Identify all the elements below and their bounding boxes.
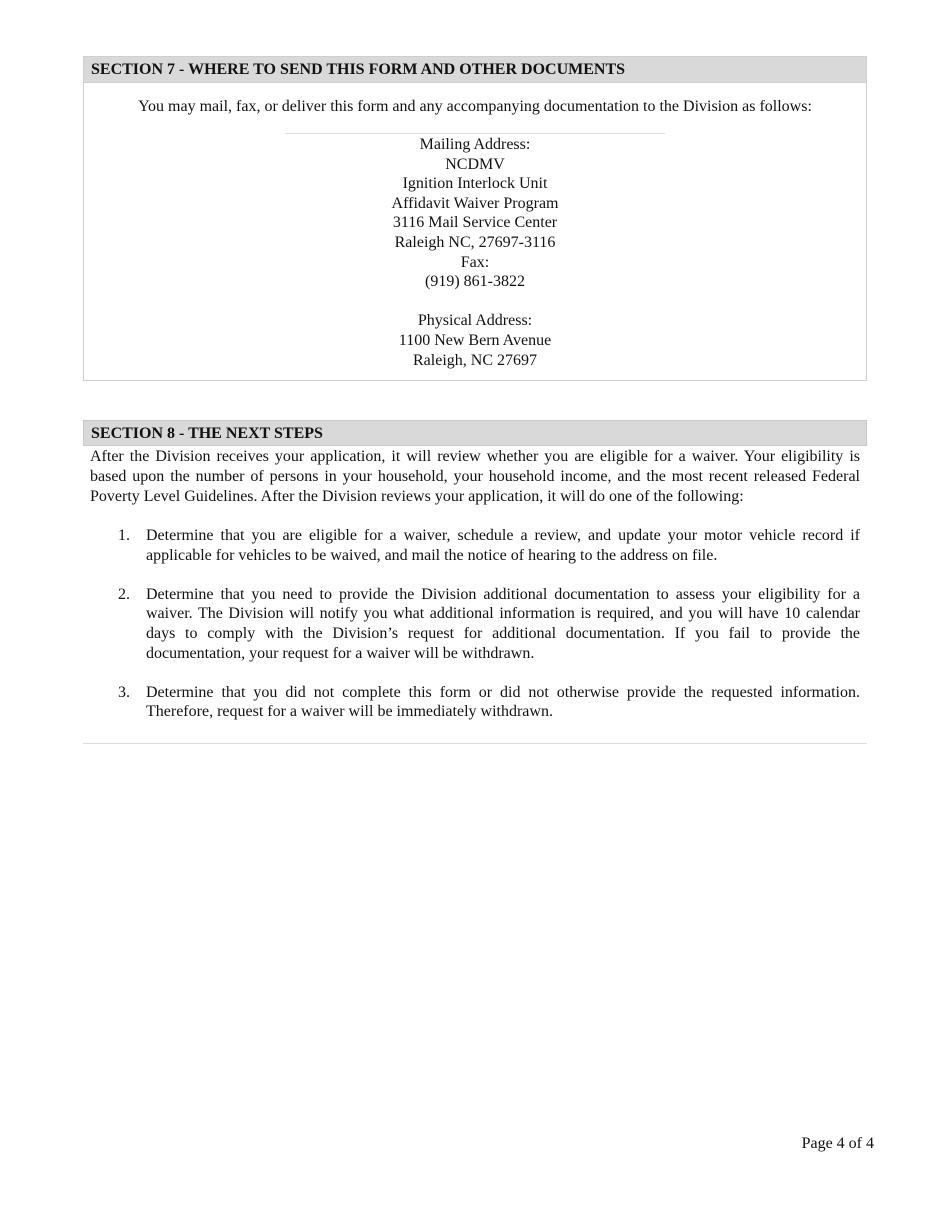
- physical-address-line: Raleigh, NC 27697: [413, 351, 537, 369]
- section-7-title: SECTION 7 - WHERE TO SEND THIS FORM AND OTHER DOCUMENTS: [84, 57, 866, 83]
- address-divider: [285, 133, 665, 134]
- list-item-number: 3.: [118, 683, 130, 701]
- list-item: [83, 526, 860, 565]
- section-7-intro: You may mail, fax, or deliver this form and any accompanying documentation to the Division as follows:: [138, 98, 812, 115]
- fax-label: Fax:: [460, 253, 490, 271]
- fax-number: (919) 861-3822: [425, 273, 525, 291]
- section-8-title: SECTION 8 - THE NEXT STEPS: [83, 420, 867, 446]
- section-8: [83, 420, 867, 744]
- list-item-text: Determine that you are eligible for a waiver, schedule a review, and update your motor vehicle record if applicable for vehicles to be waived, and mail the notice of hearing to the address on file.: [146, 527, 860, 564]
- mailing-address-line: Ignition Interlock Unit: [402, 175, 548, 193]
- list-item-text: Determine that you need to provide the Division additional documentation to assess your eligibility for a waiver. The Division will notify you what additional information is required, and you will have 10 calendar days to comply with the Division’s request for additional documentation. If you fail to provide the documentation, your request for a waiver will be withdrawn.: [146, 585, 860, 662]
- address-block: [84, 135, 866, 370]
- physical-address-line: 1100 New Bern Avenue: [398, 331, 552, 349]
- list-item: [83, 585, 860, 663]
- page-number: Page 4 of 4: [801, 1135, 874, 1152]
- list-item-number: 1.: [118, 527, 130, 544]
- list-item-text: Determine that you did not complete this form or did not otherwise provide the requested information. Therefore, request for a waiver will be immediately withdrawn.: [146, 683, 860, 721]
- list-item-number: 2.: [118, 585, 130, 603]
- section-8-intro: After the Division receives your application, it will review whether you are eligible for a waiver. Your eligibility is based upon the number of persons in your household, your household income, and the most recent released Federal Poverty Level Guidelines. After the Division reviews your application, it will do one of the following:: [90, 448, 860, 505]
- section-7: [83, 56, 867, 381]
- next-steps-list: [83, 526, 867, 722]
- mailing-address-line: Affidavit Waiver Program: [391, 194, 559, 212]
- mailing-address-line: NCDMV: [445, 155, 505, 173]
- mailing-address-label: Mailing Address:: [419, 136, 531, 153]
- mailing-address-line: Raleigh NC, 27697-3116: [394, 233, 556, 251]
- address-spacer: [84, 292, 866, 312]
- mailing-address-line: 3116 Mail Service Center: [392, 214, 558, 232]
- list-item: [83, 683, 860, 722]
- physical-address-label: Physical Address:: [417, 312, 533, 330]
